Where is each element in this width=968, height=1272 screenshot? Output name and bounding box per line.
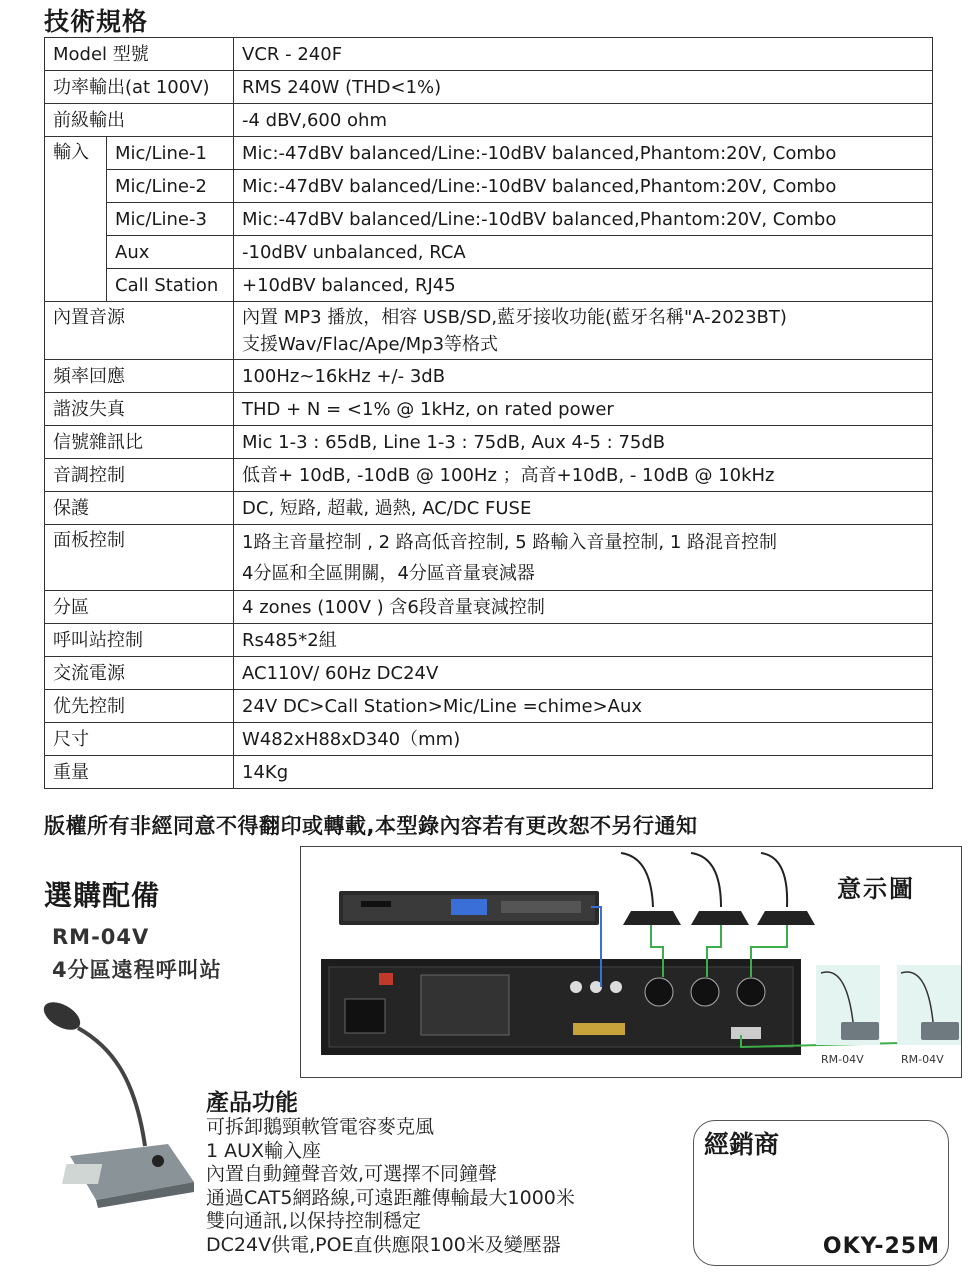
spec-table <box>44 37 933 789</box>
spec-value: 24V DC>Call Station>Mic/Line =chime>Aux <box>234 690 933 723</box>
table-row <box>45 393 933 426</box>
feature-item: 可拆卸鵝頸軟管電容麥克風 <box>206 1116 435 1138</box>
spec-label: 保護 <box>45 492 234 525</box>
spec-label: 分區 <box>45 591 234 624</box>
rear-panel-image <box>321 959 801 1055</box>
spec-label: 重量 <box>45 756 234 789</box>
spec-value: AC110V/ 60Hz DC24V <box>234 657 933 690</box>
spec-label: 頻率回應 <box>45 360 234 393</box>
dealer-title: 經銷商 <box>704 1130 780 1159</box>
panel-line-1: 1路主音量控制 , 2 路高低音控制, 5 路輸入音量控制, 1 路混音控制 <box>242 531 778 553</box>
spec-value: 14Kg <box>234 756 933 789</box>
spec-label: 諧波失真 <box>45 393 234 426</box>
spec-label: 信號雜訊比 <box>45 426 234 459</box>
table-row <box>45 203 933 236</box>
spec-value: Mic 1-3 : 65dB, Line 1-3 : 75dB, Aux 4-5 : 75dB <box>234 426 933 459</box>
table-row <box>45 170 933 203</box>
spec-label: 呼叫站控制 <box>45 624 234 657</box>
table-row <box>45 525 933 591</box>
table-row <box>45 657 933 690</box>
spec-label: Model 型號 <box>45 38 234 71</box>
spec-value: 4 zones (100V ) 含6段音量衰減控制 <box>234 591 933 624</box>
spec-label: 尺寸 <box>45 723 234 756</box>
spec-value: Mic:-47dBV balanced/Line:-10dBV balanced,Phantom:20V, Combo <box>234 170 933 203</box>
input-name: Mic/Line-2 <box>107 170 234 203</box>
features-list <box>206 1116 575 1257</box>
dealer-code: OKY-25M <box>822 1234 940 1259</box>
table-row <box>45 269 933 302</box>
input-name: Aux <box>107 236 234 269</box>
paging-mic-image <box>40 996 200 1208</box>
page-title: 技術規格 <box>44 7 149 36</box>
accessory-desc: 4分區遠程呼叫站 <box>52 958 222 982</box>
spec-label: 面板控制 <box>45 525 234 591</box>
panel-line-2: 4分區和全區開關，4分區音量衰減器 <box>242 562 535 584</box>
features-title: 產品功能 <box>206 1090 298 1116</box>
connection-diagram <box>300 846 962 1078</box>
feature-item: 雙向通訊,以保持控制穩定 <box>206 1210 422 1232</box>
table-row <box>45 690 933 723</box>
spec-label: 交流電源 <box>45 657 234 690</box>
front-unit-image <box>339 891 599 925</box>
table-row <box>45 624 933 657</box>
table-row <box>45 137 933 170</box>
spec-value: RMS 240W (THD<1%) <box>234 71 933 104</box>
diagram-art <box>301 847 961 1077</box>
rm-label-2: RM-04V <box>901 1053 944 1066</box>
copyright-notice: 版權所有非經同意不得翻印或轉載,本型錄內容若有更改恕不另行通知 <box>44 814 698 838</box>
spec-value: -4 dBV,600 ohm <box>234 104 933 137</box>
spec-value: 100Hz~16kHz +/- 3dB <box>234 360 933 393</box>
spec-value: Mic:-47dBV balanced/Line:-10dBV balanced,Phantom:20V, Combo <box>234 203 933 236</box>
spec-value: W482xH88xD340（mm) <box>234 723 933 756</box>
spec-label: 輸入 <box>45 137 107 302</box>
accessory-model: RM-04V <box>52 925 150 949</box>
diagram-label: 意示圖 <box>837 875 915 903</box>
table-row <box>45 104 933 137</box>
spec-value: +10dBV balanced, RJ45 <box>234 269 933 302</box>
accessory-title: 選購配備 <box>44 879 161 912</box>
desk-mic-image <box>621 853 815 925</box>
table-row <box>45 426 933 459</box>
table-row <box>45 302 933 360</box>
spec-value <box>234 525 933 591</box>
feature-item: DC24V供電,POE直供應限100米及變壓器 <box>206 1233 561 1256</box>
feature-item: 1 AUX輸入座 <box>206 1139 322 1162</box>
spec-value: Rs485*2組 <box>234 624 933 657</box>
table-row <box>45 38 933 71</box>
table-row <box>45 492 933 525</box>
rm-label-1: RM-04V <box>821 1053 864 1066</box>
spec-value: -10dBV unbalanced, RCA <box>234 236 933 269</box>
spec-label: 內置音源 <box>45 302 234 360</box>
table-row <box>45 723 933 756</box>
input-name: Mic/Line-1 <box>107 137 234 170</box>
dealer-box <box>693 1120 949 1266</box>
remote-station-image <box>816 965 961 1045</box>
spec-value: VCR - 240F <box>234 38 933 71</box>
feature-item: 通過CAT5網路線,可遠距離傳輸最大1000米 <box>206 1186 575 1209</box>
spec-value <box>234 302 933 360</box>
spec-label: 功率輸出(at 100V) <box>45 71 234 104</box>
input-name: Mic/Line-3 <box>107 203 234 236</box>
source-line-1: 內置 MP3 播放，相容 USB/SD,藍牙接收功能(藍牙名稱"A-2023BT) <box>242 306 787 328</box>
source-line-2: 支援Wav/Flac/Ape/Mp3等格式 <box>242 333 499 355</box>
table-row <box>45 756 933 789</box>
spec-value: DC, 短路, 超載, 過熱, AC/DC FUSE <box>234 492 933 525</box>
spec-label: 音調控制 <box>45 459 234 492</box>
table-row <box>45 360 933 393</box>
table-row <box>45 591 933 624</box>
feature-item: 內置自動鐘聲音效,可選擇不同鐘聲 <box>206 1163 498 1185</box>
spec-value: 低音+ 10dB, -10dB @ 100Hz ；高音+10dB, - 10dB @ 10kHz <box>234 459 933 492</box>
spec-label: 优先控制 <box>45 690 234 723</box>
spec-value: THD + N = <1% @ 1kHz, on rated power <box>234 393 933 426</box>
input-name: Call Station <box>107 269 234 302</box>
spec-label: 前級輸出 <box>45 104 234 137</box>
table-row <box>45 236 933 269</box>
spec-value: Mic:-47dBV balanced/Line:-10dBV balanced,Phantom:20V, Combo <box>234 137 933 170</box>
table-row <box>45 459 933 492</box>
table-row <box>45 71 933 104</box>
